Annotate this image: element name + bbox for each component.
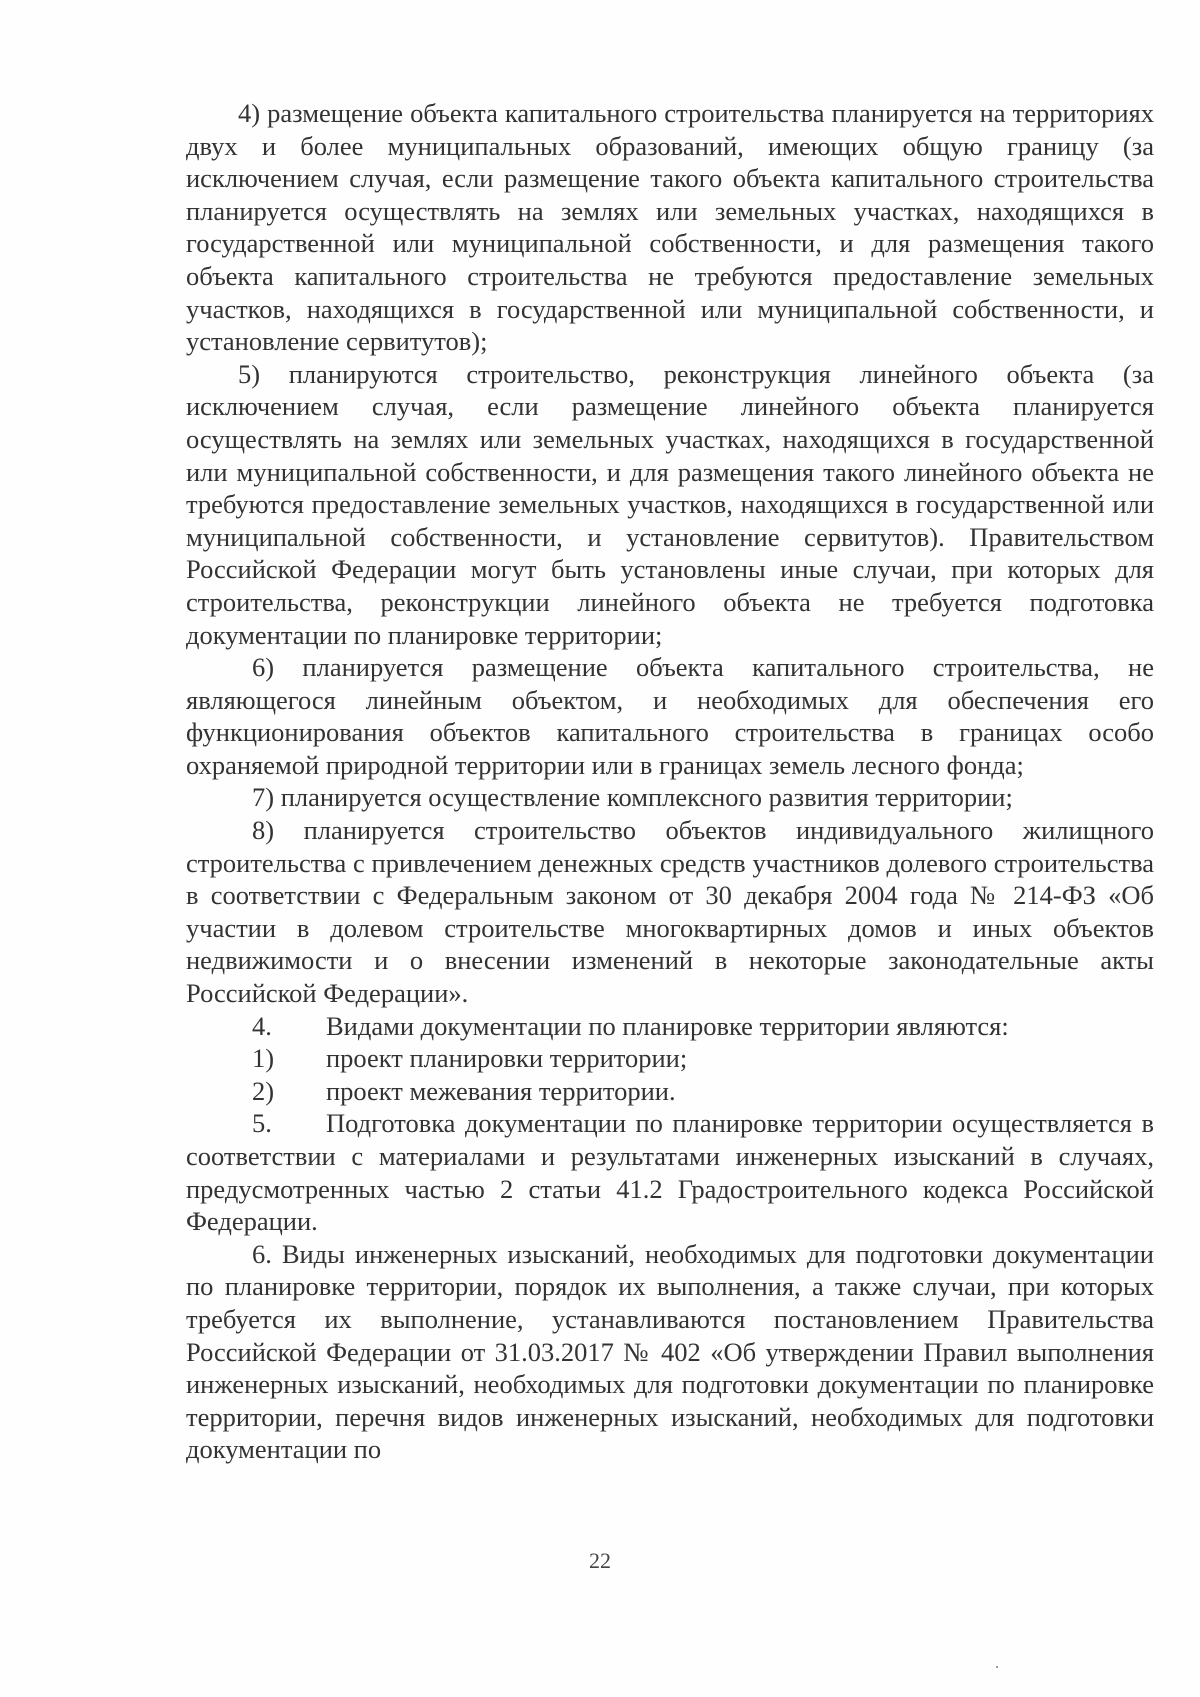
item-4-1	[186, 1042, 1154, 1075]
item-6: 6. Виды инженерных изысканий, необходимых для подготовки документации по планировке территории, порядок их выполнения, а также случаи, при которых требуется их выполнение, устанавливаются постановлением Правительства Российской Федерации от 31.03.2017 № 402 «Об утверждении Правил выполнения инженерных изысканий, необходимых для подготовки документации по планировке территории, перечня видов инженерных изысканий, необходимых для подготовки документации по	[186, 1238, 1154, 1465]
paragraph-5: 5) планируются строительство, реконструкция линейного объекта (за исключением случая, если размещение линейного объекта планируется осуществлять на землях или земельных участках, находящихся в государственной или муниципальной собственности, и для размещения такого линейного объекта не требуются предоставление земельных участков, находящихся в государственной или муниципальной собственности, и установление сервитутов). Правительством Российской Федерации могут быть установлены иные случаи, при которых для строительства, реконструкции линейного объекта не требуется подготовка документации по планировке территории;	[186, 358, 1154, 650]
paragraph-8: 8) планируется строительство объектов индивидуального жилищного строительства с привлечением денежных средств участников долевого строительства в соответствии с Федеральным законом от 30 декабря 2004 года № 214-ФЗ «Об участии в долевом строительстве многоквартирных домов и иных объектов недвижимости и о внесении изменений в некоторые законодательные акты Российской Федерации».	[186, 815, 1154, 1009]
item-4-number: 4.	[252, 1010, 272, 1041]
item-5-text: Подготовка документации по планировке территории осуществляется в соответствии с материалами и результатами инженерных изысканий в случаях, предусмотренных частью 2 статьи 41.2 Градостроительного кодекса Российской Федерации.	[186, 1108, 1154, 1237]
item-4-2-text: проект межевания территории.	[326, 1075, 676, 1106]
item-5-number: 5.	[252, 1108, 272, 1139]
page-number: 22	[589, 1548, 611, 1573]
scan-speck	[996, 1666, 998, 1668]
item-4	[186, 1010, 1154, 1043]
paragraph-7: 7) планируется осуществление комплексного развития территории;	[252, 782, 1013, 813]
document-body	[186, 97, 1154, 1466]
item-5	[186, 1107, 1154, 1237]
paragraph-6: 6) планируется размещение объекта капитального строительства, не являющегося линейным объектом, и необходимых для обеспечения его функционирования объектов капитального строительства в границах особо охраняемой природной территории или в границах земель лесного фонда;	[186, 652, 1154, 780]
item-4-2	[186, 1075, 1154, 1108]
paragraph-4: 4) размещение объекта капитального строительства планируется на территориях двух и более муниципальных образований, имеющих общую границу (за исключением случая, если размещение такого объекта капитального строительства планируется осуществлять на землях или земельных участках, находящихся в государственной или муниципальной собственности, и для размещения такого объекта капитального строительства не требуются предоставление земельных участков, находящихся в государственной или муниципальной собственности, и установление сервитутов);	[186, 98, 1154, 357]
item-4-1-text: проект планировки территории;	[326, 1043, 688, 1074]
item-4-2-number: 2)	[252, 1075, 275, 1106]
item-4-1-number: 1)	[252, 1043, 275, 1074]
item-4-text: Видами документации по планировке территории являются:	[326, 1010, 1009, 1041]
